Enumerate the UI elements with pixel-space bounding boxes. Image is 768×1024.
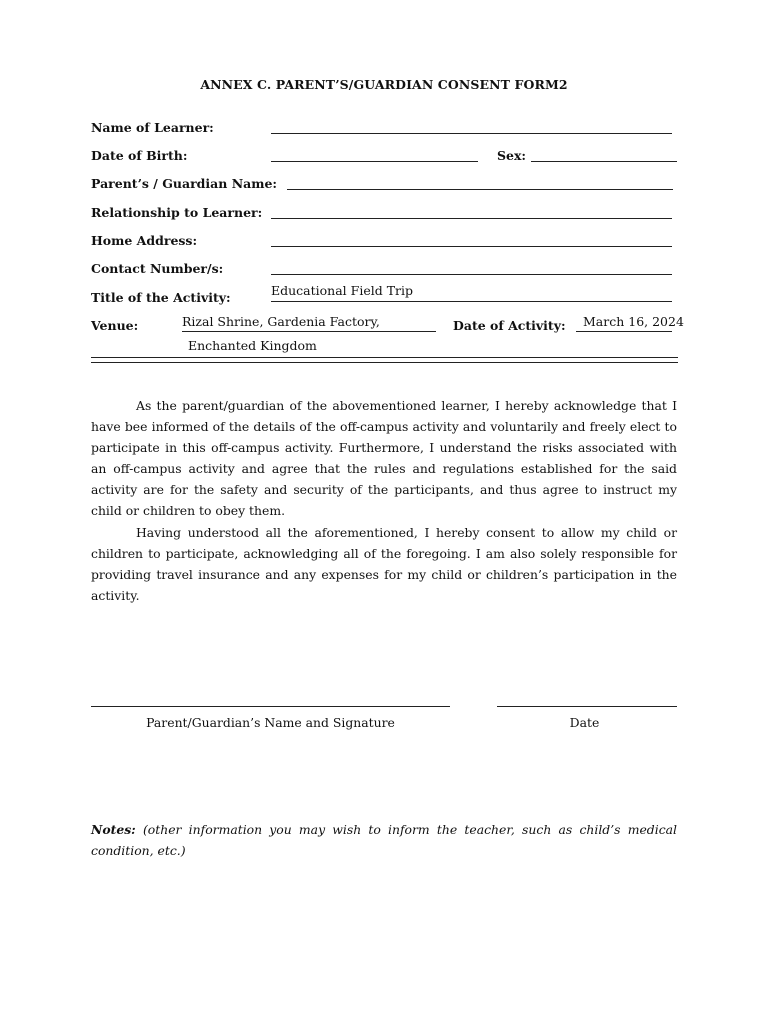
consent-paragraph-2: Having understood all the aforementioned, I hereby consent to allow my child or children to participate, acknowledging all of the foregoing. I am also solely responsible for providing travel insurance and any expenses for my child or children’s participation in the activity. — [91, 525, 677, 604]
date-of-activity-label: Date of Activity: — [453, 318, 566, 333]
guardian-signature-line[interactable] — [91, 706, 450, 707]
guardian-name-input-line[interactable] — [287, 189, 673, 190]
form-title: ANNEX C. PARENT’S/GUARDIAN CONSENT FORM2 — [200, 77, 568, 92]
activity-title-label: Title of the Activity: — [91, 290, 231, 305]
date-of-activity-value[interactable]: March 16, 2024 — [583, 314, 684, 329]
name-of-learner-label: Name of Learner: — [91, 120, 214, 135]
relationship-label: Relationship to Learner: — [91, 205, 263, 220]
venue-label: Venue: — [91, 318, 139, 333]
consent-paragraph-1: As the parent/guardian of the abovementioned learner, I hereby acknowledge that I have bee informed of the details of the off-campus activity and voluntarily and freely elect to participate in this off-campus activity. Furthermore, I understand the risks associated with an off-campus activity and agree that the rules and regulations established for the said activity are for the safety and security of the participants, and thus agree to instruct my child or children to obey them. — [91, 398, 677, 519]
guardian-name-label: Parent’s / Guardian Name: — [91, 176, 278, 191]
sex-input-line[interactable] — [531, 161, 677, 162]
name-of-learner-input-line[interactable] — [271, 133, 672, 134]
venue-input-line — [182, 331, 436, 332]
home-address-input-line[interactable] — [271, 246, 672, 247]
home-address-label: Home Address: — [91, 233, 198, 248]
header-divider-top — [91, 357, 678, 358]
relationship-input-line[interactable] — [271, 218, 672, 219]
activity-title-input-line — [271, 301, 672, 302]
date-of-activity-input-line — [576, 331, 672, 332]
guardian-signature-caption: Parent/Guardian’s Name and Signature — [146, 715, 395, 730]
notes-section[interactable] — [91, 819, 677, 861]
sex-label: Sex: — [497, 148, 527, 163]
contact-number-input-line[interactable] — [271, 274, 672, 275]
notes-label: Notes: — [91, 822, 136, 837]
date-of-birth-label: Date of Birth: — [91, 148, 188, 163]
venue-value-line1[interactable]: Rizal Shrine, Gardenia Factory, — [182, 314, 380, 329]
activity-title-value[interactable]: Educational Field Trip — [271, 283, 414, 298]
signature-date-line[interactable] — [497, 706, 677, 707]
venue-value-line2[interactable]: Enchanted Kingdom — [188, 338, 317, 353]
notes-text: (other information you may wish to inform the teacher, such as child’s medical condition, etc.) — [91, 822, 677, 859]
header-divider-bottom — [91, 362, 678, 363]
signature-date-caption: Date — [569, 715, 600, 730]
contact-number-label: Contact Number/s: — [91, 261, 224, 276]
date-of-birth-input-line[interactable] — [271, 161, 478, 162]
